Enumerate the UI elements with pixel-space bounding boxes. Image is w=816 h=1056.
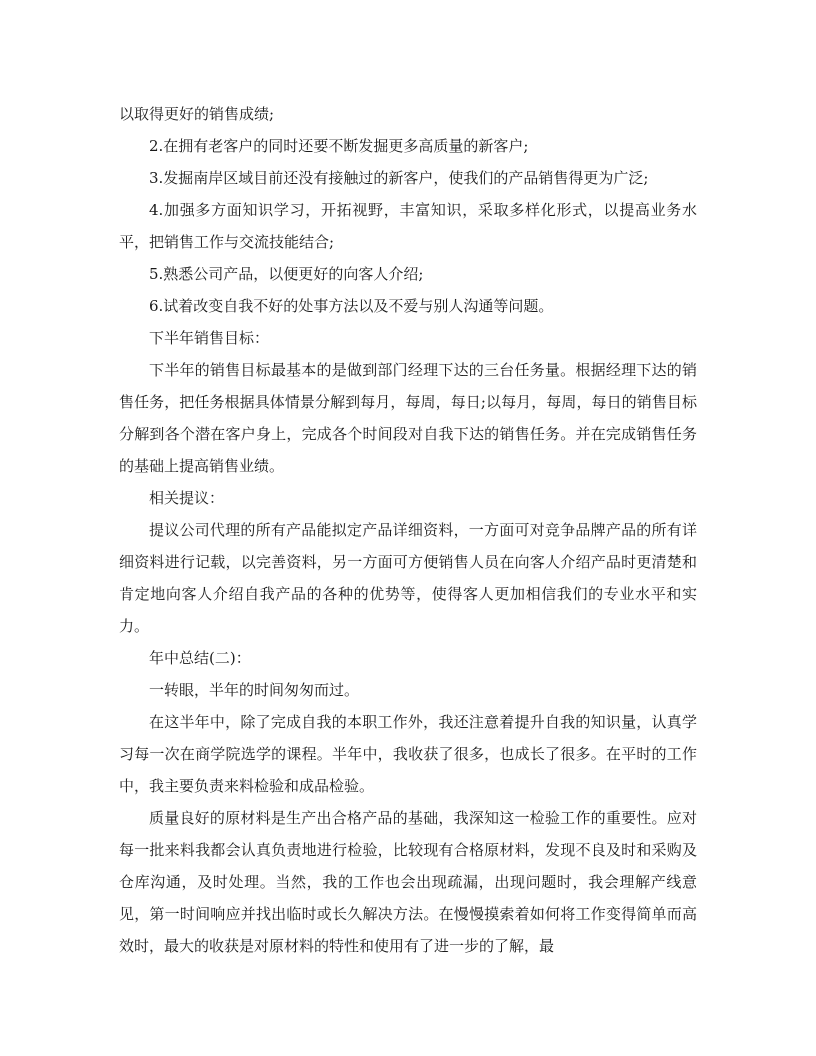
paragraph-material-inspection: 质量良好的原材料是生产出合格产品的基础，我深知这一检验工作的重要性。应对每一批来料我都会认真负责地进行检验，比较现有合格原材料，发现不良及时和采购及仓库沟通，及时处理。当然，我的工作也会出现疏漏，出现问题时，我会理解产线意见，第一时间响应并找出临时或长久解决方法。在慢慢摸索着如何将工作变得简单而高效时，最大的收获是对原材料的特性和使用有了进一步的了解，最 <box>119 809 697 955</box>
document-body <box>119 98 697 962</box>
paragraph-work-overview: 在这半年中，除了完成自我的本职工作外，我还注意着提升自我的知识量，认真学习每一次在商学院选学的课程。半年中，我收获了很多，也成长了很多。在平时的工作中，我主要负责来料检验和成品检验。 <box>119 713 697 795</box>
paragraph-sales-target: 下半年的销售目标最基本的是做到部门经理下达的三台任务量。根据经理下达的销售任务，把任务根据具体情景分解到每月，每周，每日;以每月，每周，每日的销售目标分解到各个潜在客户身上，完成各个时间段对自我下达的销售任务。并在完成销售任务的基础上提高销售业绩。 <box>119 361 697 475</box>
paragraph-continuation: 以取得更好的销售成绩; <box>119 105 275 123</box>
heading-suggestions: 相关提议： <box>149 489 225 507</box>
paragraph-item-6: 6.试着改变自我不好的处事方法以及不爱与别人沟通等问题。 <box>149 297 554 315</box>
heading-midyear-summary: 年中总结(二)： <box>149 649 251 667</box>
paragraph-item-5: 5.熟悉公司产品，以便更好的向客人介绍; <box>149 265 424 283</box>
heading-sales-target: 下半年销售目标： <box>149 329 270 347</box>
paragraph-suggestions: 提议公司代理的所有产品能拟定产品详细资料，一方面可对竞争品牌产品的所有详细资料进行记载，以完善资料，另一方面可方便销售人员在向客人介绍产品时更清楚和肯定地向客人介绍自我产品的各种的优势等，使得客人更加相信我们的专业水平和实力。 <box>119 521 697 635</box>
paragraph-intro: 一转眼，半年的时间匆匆而过。 <box>149 681 360 699</box>
paragraph-item-2: 2.在拥有老客户的同时还要不断发掘更多高质量的新客户; <box>149 137 529 155</box>
paragraph-item-4: 4.加强多方面知识学习，开拓视野，丰富知识，采取多样化形式，以提高业务水平，把销售工作与交流技能结合; <box>119 201 697 251</box>
paragraph-item-3: 3.发掘南岸区域目前还没有接触过的新客户，使我们的产品销售得更为广泛; <box>149 169 649 187</box>
